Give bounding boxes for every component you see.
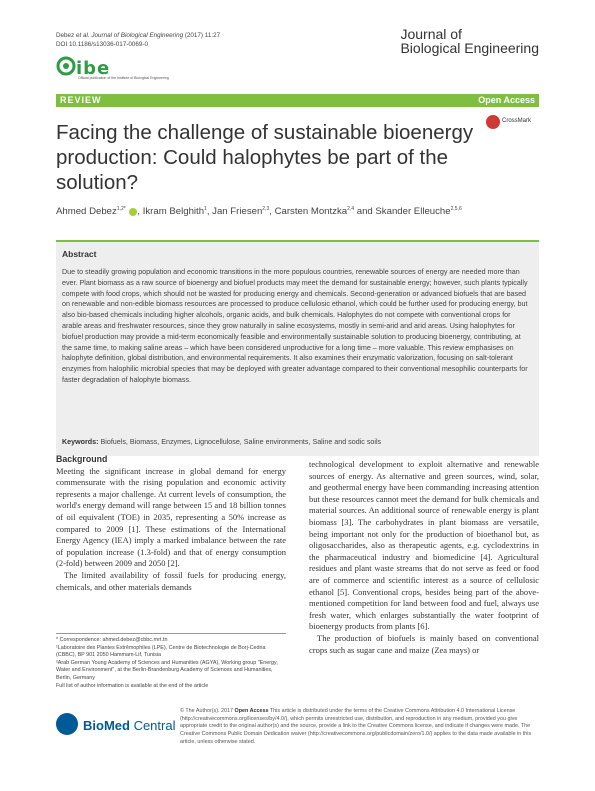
citation-line <box>56 31 220 40</box>
author[interactable] <box>375 206 461 217</box>
crossmark-badge[interactable] <box>486 115 546 131</box>
article-title: Facing the challenge of sustainable bioenergy production: Could halophytes be part of the solution? <box>56 121 474 194</box>
footnotes <box>56 633 286 690</box>
journal-name-line2: Biological Engineering <box>400 40 539 56</box>
body-column-left <box>56 454 286 593</box>
author-name: Jan Friesen <box>212 206 263 218</box>
abstract-box <box>56 240 539 456</box>
author-affiliation: 2,3 <box>262 206 270 212</box>
author-info-note: Full list of author information is available at the end of the article <box>56 682 209 689</box>
open-access-label: Open Access <box>478 95 535 105</box>
keywords-label: Keywords: <box>62 438 99 446</box>
author-affiliation: 2,5,6 <box>450 206 462 212</box>
journal-name <box>400 27 539 55</box>
abstract-text: Due to steadily growing population and economic transitions in the more populous countries, renewable sources of energy are needed more than ever. Plant biomass as a raw source of bioenergy and biofuel products may meet the demand for sustainable energy; however, such plants typically compete with food crops, which should not be wasted for producing energy and chemicals. Second-generation or advanced biofuels that are based on renewable and non-edible biomass resources are processed to produce cellulosic ethanol, which could be further used for producing energy, but also bio-based chemicals including higher alcohols, organic acids, and bulk chemicals. Halophytes do not compete with conventional crops for arable areas and freshwater resources, since they grow naturally in saline ecosystems, mostly in semi-arid and arid areas. Using halophytes for biofuel production may provide a mid-term economically feasible and environmentally sustainable solution to producing bioenergy, contributing, at the same time, to making saline areas – which have been considered unproductive for a long time – more valuable. This review emphasises on halophyte definition, global distribution, and environmental requirements. It also examines their enzymatic valorization, focusing on salt-tolerant enzymes from halophilic microbial species that may be deployed with greater advantage compared to their conventional mesophilic counterparts for faster degradation of halophyte biomass. <box>62 268 528 384</box>
crossmark-icon <box>486 115 500 129</box>
author-name: Carsten Montzka <box>274 206 348 218</box>
orcid-icon[interactable] <box>129 208 137 216</box>
license-prefix: © The Author(s). 2017 <box>180 708 235 714</box>
author[interactable] <box>56 206 137 217</box>
ibe-logo-subtitle: Official publication of the Institute of Biological Engineering <box>78 76 169 80</box>
license-notice <box>180 708 540 747</box>
body-paragraph: The limited availability of fossil fuels for producing energy, chemicals, and other materials demands <box>56 569 286 592</box>
publisher-name <box>83 718 175 733</box>
abstract-heading: Abstract <box>62 249 97 259</box>
author[interactable] <box>143 206 207 217</box>
author-affiliation: 2,4 <box>347 206 355 212</box>
citation-journal: et al. Journal of Biological Engineering <box>75 32 184 39</box>
body-column-right <box>309 459 539 656</box>
ibe-logo-text: ibe <box>76 58 111 79</box>
affiliation-2: ²Arab German Young Academy of Sciences and Humanities (AGYA), Working group "Energy, Water and Environment", at the Berlin-Brandenburg Academy of Sciences and Humanities, Berlin, Germany <box>56 659 278 681</box>
author[interactable] <box>212 206 269 217</box>
publisher-name-rest: Central <box>129 718 176 733</box>
citation-header <box>56 31 220 49</box>
author-name: Ahmed Debez <box>56 206 117 218</box>
author-affiliation: 1,2* <box>116 206 126 212</box>
affiliation-1: ¹Laboratoire des Plantes Extrêmophiles (LPE), Centre de Biotechnologie de Borj-Cedria (CBBC), BP 901 2050 Hammam-Lif, Tunisia <box>56 644 266 659</box>
ibe-logo-icon <box>56 56 76 76</box>
publisher-name-bold: BioMed <box>83 718 130 733</box>
body-paragraph: The production of biofuels is mainly based on conventional crops such as sugar cane and maize (Zea mays) or <box>309 632 539 655</box>
journal-name-line1: Journal of <box>400 26 462 42</box>
body-paragraph: Meeting the significant increase in global demand for energy commensurate with the rising population and economic activity represents a major challenge. At current levels of consumption, the world's energy demand will range between 15 and 18 billion tonnes of oil equivalent (TOE) in 2035, representing a 50% increase as compared to 2009 [1]. These estimations of the International Energy Agency (IEA) imply a marked imbalance between the rate of population increase (1.3-fold) and that of energy consumption (2-fold) between 2009 and 2050 [2]. <box>56 465 286 569</box>
correspondence: * Correspondence: ahmed.debez@cbbc.rnrt.tn <box>56 637 168 643</box>
author-affiliation: 1 <box>204 206 207 212</box>
article-type-banner <box>56 94 539 107</box>
body-paragraph: technological development to exploit alternative and renewable sources of energy. As alternative and green sources, wind, solar, and geothermal energy have been commanding increasing attention but these resources cannot meet the demand for bulk chemicals and material sources. An additional source of renewable energy is plant biomass [3]. The carbohydrates in plant biomass are versatile, being important not only for the production of bioethanol but, as oligosaccharides, also as therapeutic agents, e.g. cyclodextrins in the pharmaceutical industry and biomedicine [4]. Agricultural residues and plant waste streams that do not serve as feed or food are of commerce and scientific interest as a source of cellulosic ethanol [5]. Conventional crops, besides being part of the above-mentioned competition for land between food and fuel, always use fresh water, which enlarges substantially the water footprint of bioenergy products from plants [6]. <box>309 459 539 632</box>
keywords-list: Biofuels, Biomass, Enzymes, Lignocellulose, Saline environments, Saline and sodic soils <box>100 438 382 446</box>
doi[interactable]: DOI 10.1186/s13036-017-0069-0 <box>56 41 148 48</box>
author-name: Ikram Belghith <box>142 206 205 218</box>
author-name: Skander Elleuche <box>375 206 451 218</box>
section-heading-background: Background <box>56 454 108 464</box>
license-open-access: Open Access <box>234 708 269 714</box>
author-list: Ahmed Debez$^{1,2*}$ , Ikram Belghith$^1$, Jan Friesen$^{2,3}$, Carsten Montzka$^{2,4}$ and Skander Elleuche$^{2,5,6}$ <box>56 206 462 218</box>
biomed-central-icon <box>56 713 78 735</box>
keywords <box>62 438 532 446</box>
citation-authors: Debez <box>56 32 76 39</box>
license-text: This article is distributed under the terms of the Creative Commons Attribution 4.0 International License (http://creativecommons.org/licenses/by/4.0/), which permits unrestricted use, distribution, and reproduction in any medium, provided you give appropriate credit to the original author(s) and the source, provide a link to the Creative Commons license, and indicate if changes were made. The Creative Commons Public Domain Dedication waiver (http://creativecommons.org/publicdomain/zero/1.0/) applies to the data made available in this article, unless otherwise stated. <box>180 708 532 745</box>
biomed-central-logo <box>56 711 176 739</box>
crossmark-label: CrossMark <box>502 118 532 124</box>
article-type-label: REVIEW <box>60 95 102 105</box>
ibe-logo <box>56 56 176 84</box>
citation-year: (2017) 11:27 <box>183 32 221 39</box>
author[interactable] <box>275 206 354 217</box>
